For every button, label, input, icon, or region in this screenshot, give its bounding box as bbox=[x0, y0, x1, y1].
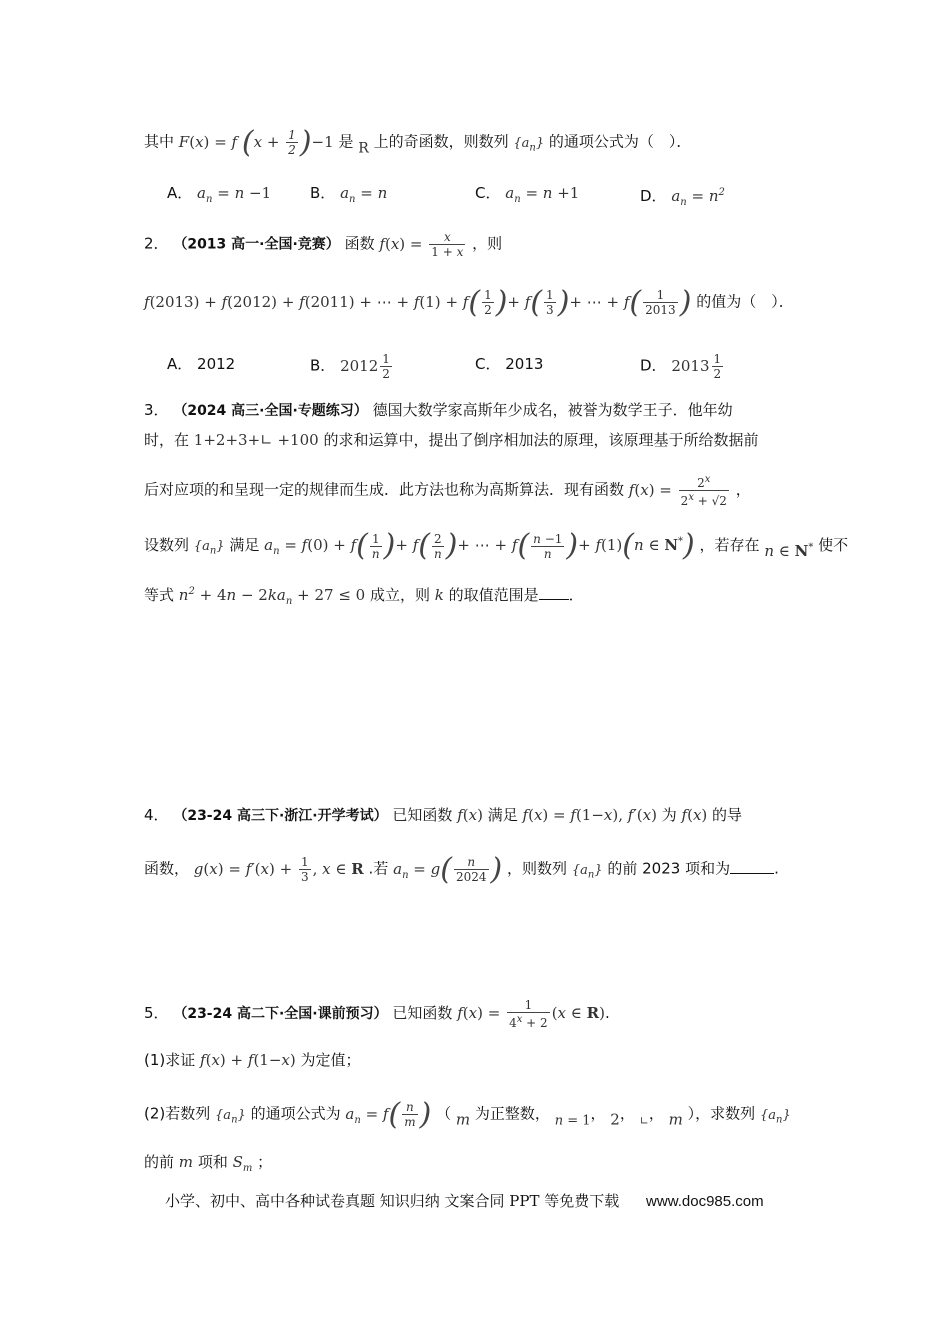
q5-m: m bbox=[455, 1110, 471, 1129]
q3-text: 德国大数学家高斯年少成名，被誉为数学王子．他年幼 bbox=[372, 401, 733, 419]
q3-function: f(x) = $\frac{2^x}{2^x + √2}$ bbox=[628, 474, 727, 508]
option-expr: $a_n = n^2$ bbox=[671, 187, 725, 208]
q3-text: ． bbox=[568, 586, 584, 604]
q5-m: m bbox=[178, 1153, 194, 1171]
q4-text: 函数， bbox=[144, 859, 190, 878]
seq-an: $\{a_n\}$ bbox=[193, 539, 225, 557]
q2-function: f(x) = $\frac{x}{1 + x}$ bbox=[379, 230, 464, 259]
seq-an: $\{a_n\}$ bbox=[513, 135, 545, 154]
page-footer bbox=[165, 1190, 764, 1211]
q5-text: ， bbox=[619, 1104, 635, 1123]
q-prev-option-b[interactable] bbox=[310, 181, 387, 212]
q2-text3: 的值为（ ）． bbox=[696, 292, 794, 311]
q5-part-1 bbox=[144, 1048, 361, 1072]
q3-line-1 bbox=[144, 398, 733, 423]
q2-number: 2． bbox=[144, 234, 169, 253]
q5-text: ， bbox=[590, 1104, 606, 1123]
q-prev-stem bbox=[144, 124, 692, 161]
q-prev-option-a[interactable] bbox=[167, 181, 271, 212]
q5-function: f(x) = $\frac{1}{4^x + 2}$ (x ∈ R) bbox=[457, 998, 605, 1030]
q4-fx: f(x) bbox=[457, 806, 483, 824]
q2-option-b[interactable] bbox=[310, 352, 394, 381]
q4-text: 的导 bbox=[712, 806, 743, 824]
q4-line-1 bbox=[144, 803, 742, 828]
q4-text: . bbox=[774, 859, 779, 878]
q3-n-in-N: n ∈ N* bbox=[764, 542, 814, 560]
q4-text: 为 bbox=[661, 806, 677, 824]
option-label: C． bbox=[475, 184, 501, 202]
option-expr: 2013 bbox=[505, 355, 544, 373]
option-label: D． bbox=[640, 187, 667, 205]
q-prev-is: 是 bbox=[338, 132, 354, 151]
q5-ellipsis: ∟ bbox=[639, 1114, 649, 1128]
option-expr: $a_n = n$ bbox=[340, 184, 388, 205]
q-prev-prefix: 其中 bbox=[144, 132, 175, 151]
q3-line-4 bbox=[144, 530, 848, 564]
q4-symmetry: f(x) = f(1−x), f′(x) bbox=[522, 806, 657, 824]
seq-an: $\{a_n\}$ bbox=[215, 1107, 246, 1126]
q-prev-option-d[interactable] bbox=[640, 181, 725, 215]
q5-text: (2)若数列 bbox=[144, 1104, 211, 1123]
q4-g-definition: g(x) = f′(x) + $\frac{1}{3}$ , x ∈ R bbox=[193, 855, 364, 884]
q4-text: 的前 2023 项和为 bbox=[607, 859, 731, 878]
q5-text: ， bbox=[648, 1104, 664, 1123]
q3-source: （2024 高三·全国·专题练习） bbox=[173, 403, 368, 419]
q3-line-3 bbox=[144, 473, 751, 508]
seq-an: $\{a_n\}$ bbox=[759, 1107, 791, 1126]
q3-gauss-sum: 1+2+3+∟ +100 bbox=[193, 431, 319, 449]
q5-text: 为正整数， bbox=[474, 1104, 550, 1123]
q3-text: 使不 bbox=[818, 536, 849, 554]
q5-text: 已知函数 bbox=[392, 1004, 453, 1022]
q3-number: 3． bbox=[144, 401, 169, 419]
footer-url[interactable]: www.doc985.com bbox=[646, 1193, 764, 1210]
q4-fx: f(x) bbox=[681, 806, 708, 824]
q4-text: 已知函数 bbox=[392, 806, 453, 824]
option-label: C． bbox=[475, 355, 501, 373]
q3-an-definition: $a_n = f(0) + f$( $\frac{1}{n}$ )+ f( $\frac{2}{n}$ )+ ⋯ + f( $\frac{n -1}{n}$ )+ f(1)(n ∈ N*) bbox=[264, 528, 695, 563]
q5-text: 的通项公式为 bbox=[250, 1104, 341, 1123]
q5-sm: $S_m$ bbox=[232, 1153, 253, 1174]
q3-text: 成立，则 bbox=[369, 586, 430, 604]
q5-n-eq-1: n = 1 bbox=[554, 1113, 591, 1129]
q5-part-2-cont bbox=[144, 1150, 272, 1181]
q4-line-2 bbox=[144, 851, 779, 888]
q2-source: （2013 高一·全国·竞赛） bbox=[173, 236, 340, 253]
q2-stem bbox=[144, 230, 502, 259]
option-label: A． bbox=[167, 355, 193, 373]
q3-text: 等式 bbox=[144, 586, 175, 604]
q2-option-d[interactable] bbox=[640, 352, 725, 381]
option-expr: 2013 $\frac{1}{2}$ bbox=[671, 352, 722, 381]
q3-k: k bbox=[434, 586, 444, 604]
option-label: A． bbox=[167, 184, 193, 202]
q5-text: 为定值； bbox=[300, 1051, 361, 1069]
q5-m: m bbox=[668, 1110, 683, 1129]
q4-text: 满足 bbox=[487, 806, 518, 824]
q2-text2: ，则 bbox=[472, 234, 503, 253]
q5-part-2 bbox=[144, 1096, 791, 1134]
q5-source: （23-24 高二下·全国·课前预习） bbox=[173, 1006, 388, 1022]
q3-line-5 bbox=[144, 580, 584, 614]
q4-text: .若 bbox=[368, 859, 389, 878]
q2-option-c[interactable] bbox=[475, 352, 543, 376]
q3-inequality: $n^2 + 4n - 2ka_n + 27 \le 0$ bbox=[178, 586, 366, 607]
q3-text: 后对应项的和呈现一定的规律而生成．此方法也称为高斯算法．现有函数 bbox=[144, 480, 625, 499]
q2-expression-line bbox=[144, 284, 794, 320]
q5-text: . bbox=[605, 1004, 610, 1022]
q4-text: ，则数列 bbox=[507, 859, 568, 878]
q5-text: ； bbox=[257, 1153, 273, 1171]
q3-text: 满足 bbox=[229, 536, 260, 554]
q5-text: 项和 bbox=[197, 1153, 228, 1171]
q2-sum-expression: f(2013) + f(2012) + f(2011) + ⋯ + f(1) + f( $\frac{1}{2}$ )+ f( $\frac{1}{3}$ )+ ⋯ + f( $\frac{1}{2013}$ ) bbox=[144, 284, 692, 320]
option-expr: 2012 $\frac{1}{2}$ bbox=[340, 352, 390, 381]
q-prev-suffix: 的通项公式为（ ）． bbox=[548, 132, 692, 151]
q5-an-definition: $a_n = f$( $\frac{n}{m}$ ) bbox=[345, 1096, 432, 1132]
q3-text: 的取值范围是 bbox=[448, 586, 539, 604]
q-prev-option-c[interactable] bbox=[475, 181, 579, 212]
q4-an-definition: $a_n = g$( $\frac{n}{2024}$ ) bbox=[393, 851, 503, 887]
option-expr: 2012 bbox=[197, 355, 236, 373]
q5-line-1 bbox=[144, 998, 610, 1030]
answer-blank[interactable] bbox=[539, 585, 569, 600]
q2-text1: 函数 bbox=[344, 234, 375, 253]
q5-text: ），求数列 bbox=[687, 1104, 756, 1123]
q4-number: 4． bbox=[144, 806, 169, 824]
q5-two: 2 bbox=[610, 1110, 620, 1129]
q3-text: 设数列 bbox=[144, 536, 190, 554]
q5-text: (1)求证 bbox=[144, 1051, 196, 1069]
q5-sum-expr: f(x) + f(1−x) bbox=[200, 1051, 296, 1069]
real-set: R bbox=[358, 140, 369, 157]
answer-blank[interactable] bbox=[730, 859, 774, 874]
q-prev-mid: 上的奇函数，则数列 bbox=[373, 132, 509, 151]
q2-option-a[interactable] bbox=[167, 352, 235, 376]
q3-text: ， bbox=[735, 480, 751, 499]
option-label: B． bbox=[310, 356, 336, 375]
q5-number: 5． bbox=[144, 1004, 169, 1022]
q3-line-2 bbox=[144, 428, 758, 452]
q4-source: （23-24 高三下·浙江·开学考试） bbox=[173, 808, 388, 824]
q3-text: ，若存在 bbox=[699, 536, 760, 554]
option-label: D． bbox=[640, 356, 667, 375]
q3-text: 时，在 bbox=[144, 431, 190, 449]
q3-text: 的求和运算中，提出了倒序相加法的原理，该原理基于所给数据前 bbox=[323, 431, 759, 449]
option-expr: $a_n = n +1$ bbox=[505, 184, 580, 205]
footer-text: 小学、初中、高中各种试卷真题 知识归纳 文案合同 PPT 等免费下载 bbox=[165, 1192, 620, 1210]
q-prev-math: F(x) = f (x + $\frac{1}{2}$ )−1 bbox=[178, 124, 334, 160]
q5-text: 的前 bbox=[144, 1153, 175, 1171]
seq-an: $\{a_n\}$ bbox=[571, 862, 603, 881]
option-label: B． bbox=[310, 184, 336, 202]
q5-text: （ bbox=[436, 1104, 452, 1123]
option-expr: $a_n = n -1$ bbox=[197, 184, 272, 205]
